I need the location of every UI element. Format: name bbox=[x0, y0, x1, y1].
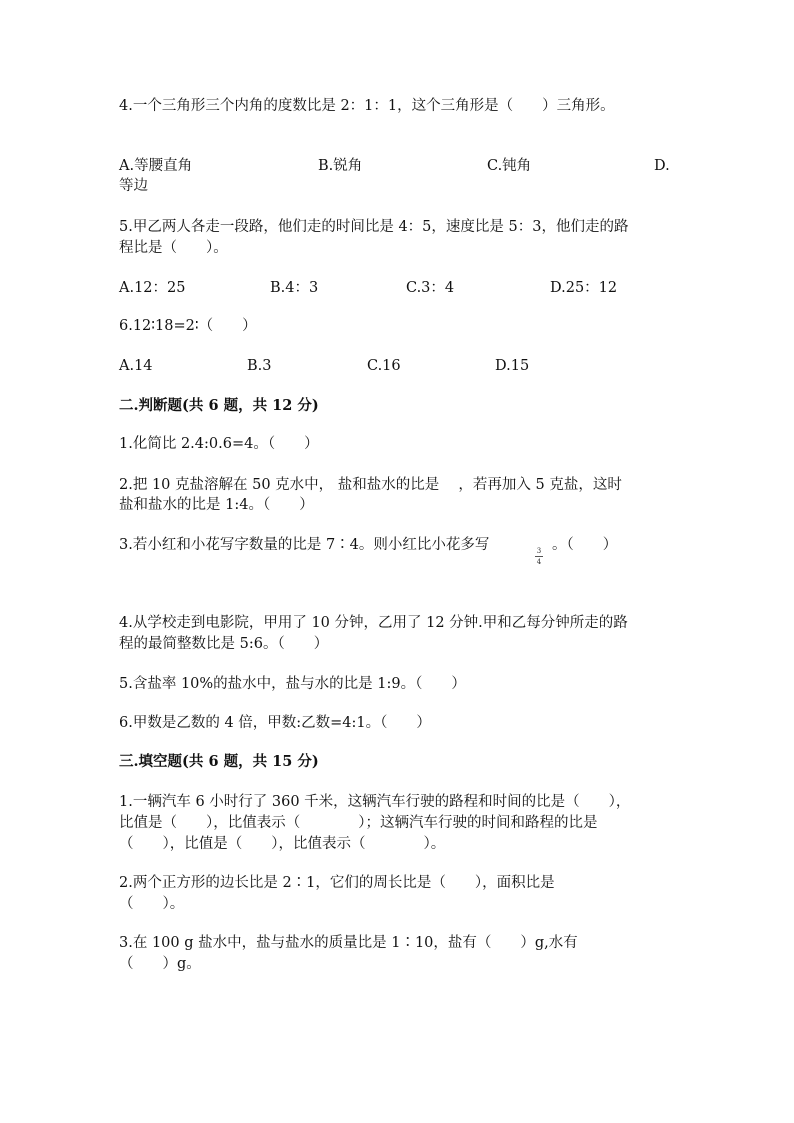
section-2-title: 二.判断题(共 6 题，共 12 分) bbox=[119, 397, 319, 414]
question-4-option-d: D. bbox=[654, 158, 670, 174]
fraction-numerator: 3 bbox=[536, 547, 542, 555]
question-4-option-a: A.等腰直角 bbox=[119, 158, 193, 174]
judge-item-3-part-2: 。（ ） bbox=[552, 537, 618, 553]
question-5-option-c: C.3：4 bbox=[406, 280, 455, 296]
fill-item-1-line-1: 1.一辆汽车 6 小时行了 360 千米，这辆汽车行驶的路程和时间的比是（ ）， bbox=[119, 794, 631, 810]
fill-item-3-line-1: 3.在 100 g 盐水中，盐与盐水的质量比是 1∶10，盐有（ ）g,水有 bbox=[119, 935, 578, 951]
judge-item-2-line-2: 盐和盐水的比是 1:4。（ ） bbox=[119, 497, 314, 513]
question-4-stem: 4.一个三角形三个内角的度数比是 2：1：1，这个三角形是（ ）三角形。 bbox=[119, 98, 615, 114]
question-5-option-a: A.12：25 bbox=[119, 280, 186, 296]
question-6-option-a: A.14 bbox=[119, 358, 153, 374]
fill-item-1-line-2: 比值是（ ），比值表示（ ）；这辆汽车行驶的时间和路程的比是 bbox=[119, 815, 598, 831]
question-5-stem-line-1: 5.甲乙两人各走一段路，他们走的时间比是 4：5，速度比是 5：3，他们走的路 bbox=[119, 219, 629, 235]
fill-item-3-line-2: （ ）g。 bbox=[119, 956, 201, 972]
judge-item-6: 6.甲数是乙数的 4 倍，甲数:乙数=4:1。（ ） bbox=[119, 715, 431, 731]
question-5-option-d: D.25：12 bbox=[550, 280, 618, 296]
judge-item-5: 5.含盐率 10%的盐水中，盐与水的比是 1:9。（ ） bbox=[119, 676, 466, 692]
fraction-denominator: 4 bbox=[536, 558, 542, 566]
judge-item-2-line-1: 2.把 10 克盐溶解在 50 克水中， 盐和盐水的比是 ，若再加入 5 克盐，这时 bbox=[119, 477, 622, 493]
fraction-bar bbox=[535, 556, 543, 557]
question-6-option-d: D.15 bbox=[495, 358, 530, 374]
judge-item-4-line-2: 程的最简整数比是 5:6。（ ） bbox=[119, 636, 329, 652]
question-4-option-b: B.锐角 bbox=[318, 158, 363, 174]
fill-item-2-line-2: （ ）。 bbox=[119, 896, 185, 912]
question-6-option-b: B.3 bbox=[247, 358, 272, 374]
question-5-option-b: B.4：3 bbox=[270, 280, 319, 296]
question-6-option-c: C.16 bbox=[367, 358, 401, 374]
judge-item-1: 1.化简比 2.4:0.6=4。（ ） bbox=[119, 436, 319, 452]
question-6-stem: 6.12∶18=2∶（ ） bbox=[119, 318, 257, 334]
question-4-option-c: C.钝角 bbox=[487, 158, 532, 174]
judge-item-3-part-1: 3.若小红和小花写字数量的比是 7∶4。则小红比小花多写 bbox=[119, 537, 490, 553]
judge-item-4-line-1: 4.从学校走到电影院，甲用了 10 分钟，乙用了 12 分钟.甲和乙每分钟所走的路 bbox=[119, 615, 628, 631]
fill-item-1-line-3: （ ），比值是（ ），比值表示（ ）。 bbox=[119, 836, 446, 852]
fill-item-2-line-1: 2.两个正方形的边长比是 2∶1，它们的周长比是（ ），面积比是 bbox=[119, 875, 555, 891]
section-3-title: 三.填空题(共 6 题，共 15 分) bbox=[119, 753, 319, 770]
question-5-stem-line-2: 程比是（ ）。 bbox=[119, 240, 228, 256]
fraction-three-quarters bbox=[535, 547, 543, 566]
question-4-option-d-text: 等边 bbox=[119, 178, 148, 194]
